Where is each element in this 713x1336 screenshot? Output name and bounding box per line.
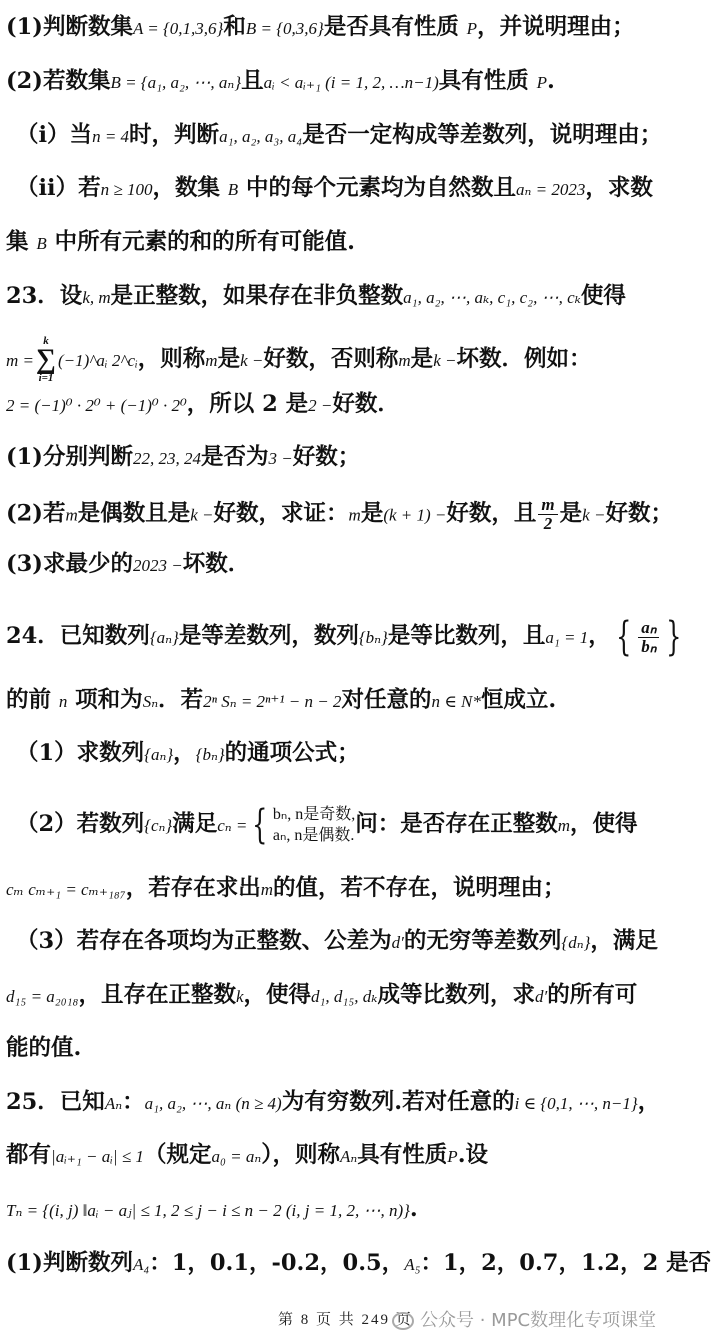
text-segment: ，若存在求出 — [125, 875, 261, 901]
text-segment: 是否一定构成等差数列，说明理由； — [302, 122, 663, 148]
text-segment: 为有穷数列.若对任意的 — [281, 1089, 515, 1115]
math-expression: A₅ — [404, 1255, 421, 1274]
text-segment: ，数集 — [152, 175, 228, 201]
text-segment: 是 — [217, 346, 241, 372]
math-expression: k − — [240, 351, 264, 370]
text-segment: ，所以 2 是 — [186, 391, 309, 417]
text-line — [0, 980, 713, 1012]
text-segment: 能的值. — [6, 1035, 82, 1061]
math-expression: n — [58, 692, 68, 711]
text-segment: 是 — [410, 346, 434, 372]
math-expression: k − — [433, 351, 457, 370]
text-line — [0, 1194, 713, 1226]
text-segment: .设 — [457, 1142, 489, 1168]
math-expression: d′ — [534, 987, 548, 1006]
text-segment: ），则称 — [261, 1142, 340, 1168]
text-segment: （ii）若 — [16, 175, 101, 201]
text-segment: . — [546, 68, 555, 94]
text-segment: 好数，求证： — [213, 500, 349, 527]
math-expression: {dₙ} — [561, 933, 591, 952]
fraction — [638, 619, 659, 656]
math-expression: A = {0,1,3,6} — [132, 19, 224, 38]
math-expression: A₄ — [132, 1255, 150, 1274]
text-segment: (2)若 — [6, 500, 66, 527]
math-expression: 22, 23, 24 — [132, 449, 201, 468]
math-expression: {bₙ} — [358, 628, 388, 647]
math-expression: B — [227, 180, 239, 199]
math-expression: |aᵢ₊₁ − aᵢ| ≤ 1 — [51, 1147, 144, 1166]
text-segment: （1）求数列 — [16, 740, 145, 766]
math-expression: n ≥ 100 — [100, 180, 153, 199]
math-expression: d₁, d₁₅, dₖ — [311, 987, 378, 1006]
text-segment: (3)求最少的 — [6, 551, 133, 577]
case-row: aₙ, n是偶数. — [272, 827, 355, 844]
math-expression: a₁, a₂, ⋯, aₙ (n ≥ 4) — [144, 1094, 282, 1113]
math-expression: {aₙ} — [144, 745, 174, 764]
text-segment: . — [409, 1196, 418, 1222]
text-segment: 恒成立. — [480, 687, 557, 713]
math-expression: P — [536, 73, 547, 92]
text-line — [0, 442, 713, 474]
text-segment: 的前 — [6, 687, 59, 713]
math-expression: m = — [6, 351, 34, 370]
math-expression: d′ — [391, 933, 404, 952]
text-line — [0, 496, 713, 533]
text-line — [0, 1033, 713, 1063]
text-segment: ，且存在正整数 — [78, 982, 236, 1008]
text-segment: ，使得 — [570, 811, 638, 837]
braced-fraction — [611, 614, 687, 660]
text-segment: 24．已知数列 — [6, 623, 150, 649]
text-segment: 中的每个元素均为自然数且 — [238, 175, 517, 201]
fraction — [538, 496, 557, 533]
math-expression: k, m — [82, 288, 111, 307]
text-segment: 成等比数列，求 — [377, 982, 535, 1008]
text-segment: (1)判断数集 — [6, 14, 133, 40]
left-brace: { — [615, 614, 632, 660]
text-segment: ， — [637, 1089, 661, 1115]
text-segment: (1)判断数列 — [6, 1250, 133, 1276]
text-segment: 项和为 — [67, 687, 143, 713]
text-segment: (2)若数集 — [6, 68, 111, 94]
text-segment: 具有性质 — [438, 68, 537, 94]
text-segment: 使得 — [580, 283, 626, 309]
math-expression: cₙ = — [217, 816, 248, 835]
math-expression: P — [466, 19, 478, 38]
text-line — [0, 120, 713, 152]
math-expression: Aₙ — [104, 1094, 123, 1113]
text-segment: ，求数 — [585, 175, 653, 201]
text-segment: 的所有可 — [547, 982, 638, 1008]
text-segment: ．若 — [158, 687, 204, 713]
math-expression: Sₙ — [142, 692, 159, 711]
text-line — [0, 804, 713, 846]
text-segment: （3）若存在各项均为正整数、公差为 — [16, 928, 392, 954]
text-line — [0, 66, 713, 98]
math-expression: 3 − — [268, 449, 293, 468]
math-expression: m — [348, 505, 361, 525]
math-expression: a₀ = aₙ — [211, 1147, 262, 1166]
text-segment: 好数； — [292, 444, 361, 470]
piecewise-cases — [247, 802, 356, 848]
cases-body — [273, 804, 355, 846]
text-segment: 坏数． — [182, 551, 251, 577]
math-expression: m — [65, 505, 78, 525]
text-line — [0, 389, 713, 421]
math-expression: n = 4 — [92, 127, 130, 146]
text-segment: ，使得 — [243, 982, 312, 1008]
text-segment: ， — [173, 740, 196, 766]
text-segment: 是否具有性质 — [323, 14, 467, 40]
math-expression: (k + 1) − — [383, 505, 447, 525]
text-segment: 的无穷等差数列 — [403, 928, 562, 954]
text-segment: ，并说明理由； — [477, 14, 635, 40]
math-expression: a₁ = 1 — [545, 628, 589, 647]
text-line — [0, 1140, 713, 1172]
text-segment: ，满足 — [590, 928, 658, 954]
math-expression: aₙ = 2023 — [516, 180, 586, 199]
text-line — [0, 227, 713, 259]
text-segment: 都有 — [6, 1142, 52, 1168]
text-segment: 满足 — [172, 811, 218, 837]
math-expression: d₁₅ = a₂₀₁₈ — [6, 987, 79, 1006]
math-expression: B — [36, 234, 47, 253]
math-expression: {bₙ} — [195, 745, 225, 764]
text-line — [0, 926, 713, 958]
fraction-denominator: 2 — [543, 514, 553, 533]
text-segment: 中所有元素的和的所有可能值. — [46, 229, 355, 255]
text-segment: （规定 — [143, 1142, 212, 1168]
page-number: 第 8 页 共 249 页 — [278, 1312, 413, 1328]
text-line — [0, 738, 713, 770]
fraction-numerator: m — [538, 496, 557, 515]
text-segment: ： — [122, 1089, 145, 1115]
math-expression: {aₙ} — [149, 628, 179, 647]
math-expression: P — [447, 1147, 458, 1166]
math-expression: B = {a₁, a₂, ⋯, aₙ} — [110, 73, 242, 92]
text-line — [0, 336, 713, 384]
text-segment: (1)分别判断 — [6, 444, 133, 470]
math-expression: (−1)^aᵢ 2^cᵢ — [57, 351, 138, 370]
text-segment: 好数，且 — [446, 500, 537, 527]
text-segment: 好数； — [605, 500, 673, 527]
fraction-denominator: bₙ — [641, 636, 657, 656]
text-line — [0, 12, 713, 44]
text-segment: 时，判断 — [129, 122, 220, 148]
text-segment: （2）若数列 — [16, 811, 145, 837]
text-segment: 是正整数，如果存在非负整数 — [110, 283, 404, 309]
text-segment: 且 — [241, 68, 264, 94]
text-line — [0, 614, 713, 660]
math-expression: k − — [190, 505, 214, 525]
watermark — [392, 1306, 656, 1332]
wechat-icon — [392, 1312, 414, 1330]
text-segment: ，则称 — [137, 346, 206, 372]
math-expression: B = {0,3,6} — [245, 19, 324, 38]
text-segment: 23．设 — [6, 283, 83, 309]
math-expression: m — [205, 351, 218, 370]
text-segment: 和 — [223, 14, 246, 40]
math-expression: {cₙ} — [144, 816, 173, 835]
case-row: bₙ, n是奇数, — [272, 806, 356, 823]
math-expression: n ∈ N* — [431, 692, 481, 711]
page-footer — [0, 1306, 713, 1330]
text-line — [0, 173, 713, 205]
text-segment: 的值，若不存在，说明理由； — [273, 875, 566, 901]
text-line — [0, 1248, 713, 1280]
text-segment: 集 — [6, 229, 37, 255]
math-expression: aᵢ < aᵢ₊₁ (i = 1, 2, …n−1) — [263, 73, 439, 92]
summation-symbol: k ∑ i=1 — [36, 335, 56, 384]
text-segment: ， — [588, 623, 611, 649]
text-segment: 问：是否存在正整数 — [355, 811, 558, 837]
text-line — [0, 1087, 713, 1119]
math-expression: k − — [582, 505, 606, 525]
text-segment: 是否为 — [200, 444, 269, 470]
fraction-numerator: aₙ — [638, 619, 659, 638]
math-expression: m — [557, 816, 571, 835]
math-expression: 2 = (−1)⁰ · 2⁰ + (−1)⁰ · 2⁰ — [6, 396, 187, 415]
text-segment: 坏数．例如： — [456, 346, 592, 372]
math-expression: a₁, a₂, a₃, a₄ — [219, 127, 303, 146]
math-expression: Tₙ = {(i, j) ‖aᵢ − aⱼ| ≤ 1, 2 ≤ j − i ≤ n − 2 (i, j = 1, 2, ⋯, n)} — [6, 1201, 410, 1220]
text-segment: 好数． — [332, 391, 400, 417]
text-line — [0, 281, 713, 313]
text-line — [0, 873, 713, 905]
text-segment: 具有性质 — [357, 1142, 448, 1168]
math-expression: m — [260, 880, 274, 899]
text-segment: 是等比数列，且 — [387, 623, 546, 649]
math-expression: cₘ cₘ₊₁ = cₘ₊₁₈₇ — [6, 880, 126, 899]
text-segment: 是等差数列，数列 — [178, 623, 359, 649]
text-segment: ：1，0.1，-0.2，0.5， — [149, 1250, 405, 1276]
text-segment: 对任意的 — [341, 687, 432, 713]
left-brace: { — [252, 802, 268, 848]
math-expression: 2 − — [308, 396, 333, 415]
text-segment: 好数，否则称 — [263, 346, 399, 372]
text-line — [0, 549, 713, 581]
text-segment: 是 — [559, 500, 583, 527]
text-segment: （i）当 — [16, 122, 93, 148]
text-segment: 25．已知 — [6, 1089, 105, 1115]
watermark-text: 公众号 · MPC数理化专项课堂 — [420, 1310, 657, 1331]
math-expression: 2ⁿ Sₙ = 2ⁿ⁺¹ − n − 2 — [203, 692, 342, 711]
math-expression: Aₙ — [340, 1147, 358, 1166]
math-expression: 2023 − — [132, 556, 183, 575]
math-expression: m — [398, 351, 411, 370]
text-line — [0, 685, 713, 717]
math-expression: a₁, a₂, ⋯, aₖ, c₁, c₂, ⋯, cₖ — [403, 288, 581, 307]
text-segment: ：1，2，0.7，1.2，2 是否 — [420, 1250, 712, 1276]
right-brace: } — [666, 614, 682, 660]
text-segment: 是偶数且是 — [77, 500, 191, 527]
math-expression: i ∈ {0,1, ⋯, n−1} — [514, 1094, 638, 1113]
text-segment: 的通项公式； — [224, 740, 360, 766]
math-expression: k — [235, 987, 244, 1006]
text-segment: 是 — [360, 500, 384, 527]
